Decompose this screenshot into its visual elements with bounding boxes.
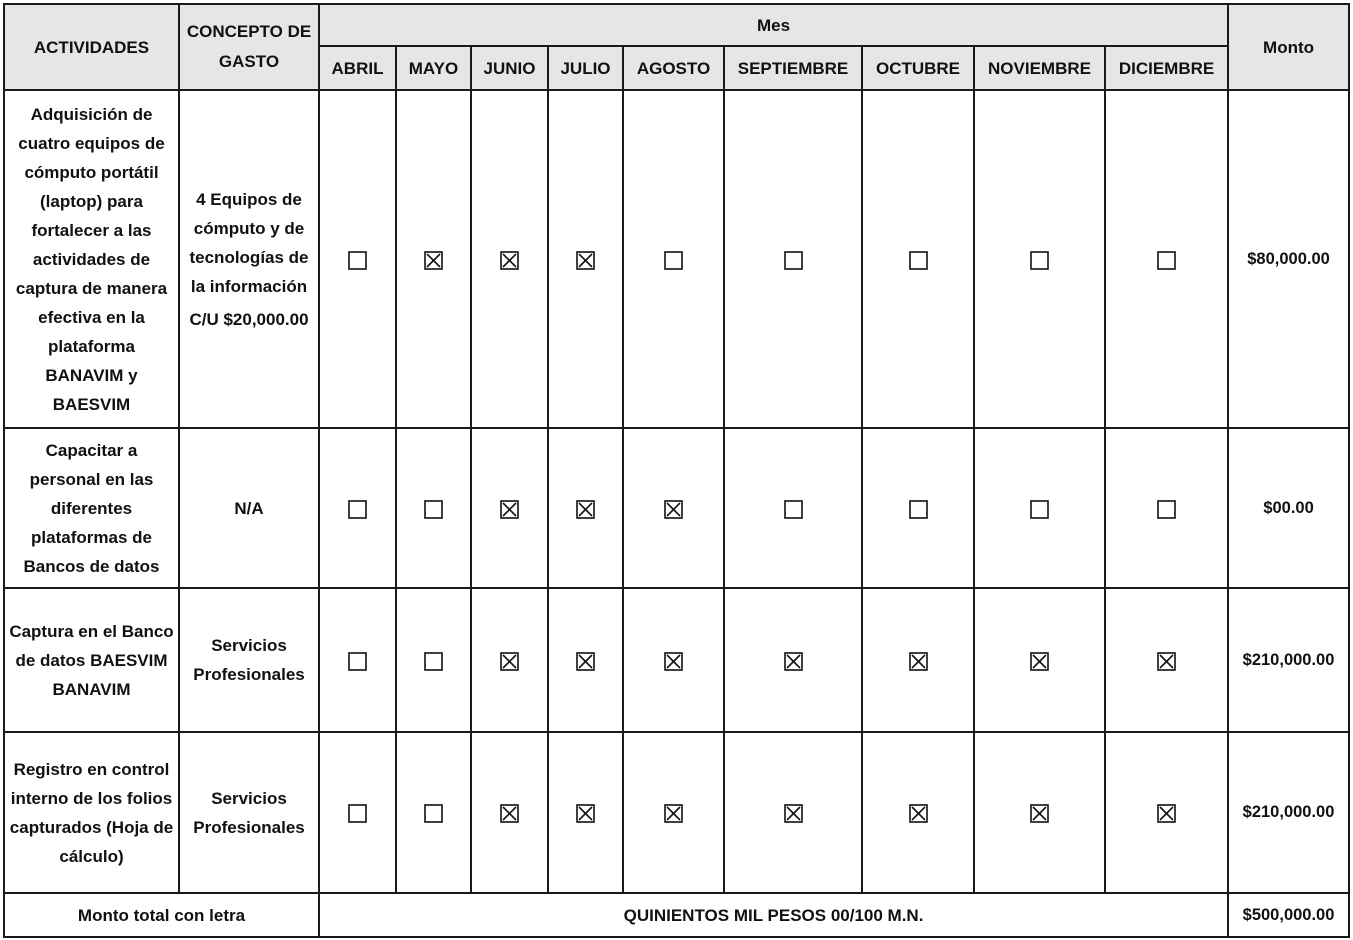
month-cell bbox=[862, 428, 974, 588]
month-cell bbox=[974, 90, 1105, 428]
month-cell bbox=[974, 428, 1105, 588]
month-header: DICIEMBRE bbox=[1105, 46, 1228, 90]
checked-box-icon bbox=[500, 652, 519, 671]
monto-cell: $00.00 bbox=[1228, 428, 1349, 588]
month-cell bbox=[396, 588, 471, 732]
month-header: NOVIEMBRE bbox=[974, 46, 1105, 90]
month-cell bbox=[548, 732, 623, 893]
checked-box-icon bbox=[784, 804, 803, 823]
month-cell bbox=[1105, 732, 1228, 893]
empty-box-icon bbox=[348, 500, 367, 519]
month-cell bbox=[862, 588, 974, 732]
footer-label: Monto total con letra bbox=[4, 893, 319, 937]
header-mes: Mes bbox=[319, 4, 1228, 46]
month-cell bbox=[1105, 90, 1228, 428]
checked-box-icon bbox=[576, 804, 595, 823]
concepto-cell bbox=[179, 90, 319, 428]
month-header: JUNIO bbox=[471, 46, 548, 90]
empty-box-icon bbox=[664, 251, 683, 270]
empty-box-icon bbox=[348, 804, 367, 823]
checked-box-icon bbox=[1157, 804, 1176, 823]
table-row bbox=[4, 732, 1349, 893]
checked-box-icon bbox=[664, 652, 683, 671]
checked-box-icon bbox=[664, 500, 683, 519]
month-cell bbox=[548, 588, 623, 732]
table-row bbox=[4, 588, 1349, 732]
month-cell bbox=[862, 732, 974, 893]
header-concepto: CONCEPTO DE GASTO bbox=[179, 4, 319, 90]
checked-box-icon bbox=[1030, 652, 1049, 671]
checked-box-icon bbox=[576, 500, 595, 519]
checked-box-icon bbox=[1157, 652, 1176, 671]
footer-total: $500,000.00 bbox=[1228, 893, 1349, 937]
empty-box-icon bbox=[424, 500, 443, 519]
month-cell bbox=[471, 90, 548, 428]
month-cell bbox=[974, 732, 1105, 893]
month-cell bbox=[471, 732, 548, 893]
checked-box-icon bbox=[784, 652, 803, 671]
checked-box-icon bbox=[500, 251, 519, 270]
month-cell bbox=[623, 732, 724, 893]
concepto-text: 4 Equipos de cómputo y de tecnologías de la información bbox=[189, 189, 309, 296]
concepto-cell: Servicios Profesionales bbox=[179, 588, 319, 732]
month-header: JULIO bbox=[548, 46, 623, 90]
checked-box-icon bbox=[576, 652, 595, 671]
monto-cell: $80,000.00 bbox=[1228, 90, 1349, 428]
actividad-cell: Registro en control interno de los folios capturados (Hoja de cálculo) bbox=[4, 732, 179, 893]
schedule-table bbox=[3, 3, 1350, 938]
empty-box-icon bbox=[909, 251, 928, 270]
month-cell bbox=[724, 588, 862, 732]
month-cell bbox=[319, 428, 396, 588]
header-actividades: ACTIVIDADES bbox=[4, 4, 179, 90]
month-cell bbox=[396, 90, 471, 428]
month-cell bbox=[396, 428, 471, 588]
month-cell bbox=[724, 90, 862, 428]
month-cell bbox=[471, 428, 548, 588]
monto-cell: $210,000.00 bbox=[1228, 732, 1349, 893]
concepto-cell: N/A bbox=[179, 428, 319, 588]
month-cell bbox=[862, 90, 974, 428]
concepto-extra-text: C/U $20,000.00 bbox=[189, 309, 309, 329]
checked-box-icon bbox=[500, 500, 519, 519]
checked-box-icon bbox=[909, 804, 928, 823]
empty-box-icon bbox=[784, 251, 803, 270]
checked-box-icon bbox=[424, 251, 443, 270]
checked-box-icon bbox=[500, 804, 519, 823]
month-cell bbox=[471, 588, 548, 732]
month-cell bbox=[623, 90, 724, 428]
month-cell bbox=[623, 428, 724, 588]
empty-box-icon bbox=[348, 652, 367, 671]
month-header: AGOSTO bbox=[623, 46, 724, 90]
checked-box-icon bbox=[664, 804, 683, 823]
month-cell bbox=[319, 90, 396, 428]
empty-box-icon bbox=[424, 652, 443, 671]
month-cell bbox=[623, 588, 724, 732]
month-cell bbox=[548, 428, 623, 588]
month-header: OCTUBRE bbox=[862, 46, 974, 90]
checked-box-icon bbox=[1030, 804, 1049, 823]
empty-box-icon bbox=[1157, 251, 1176, 270]
month-cell bbox=[724, 732, 862, 893]
month-cell bbox=[396, 732, 471, 893]
actividad-cell: Captura en el Banco de datos BAESVIM BANAVIM bbox=[4, 588, 179, 732]
actividad-cell: Adquisición de cuatro equipos de cómputo portátil (laptop) para fortalecer a las actividades de captura de manera efectiva en la plataforma BANAVIM y BAESVIM bbox=[4, 90, 179, 428]
empty-box-icon bbox=[1030, 251, 1049, 270]
empty-box-icon bbox=[909, 500, 928, 519]
month-header: ABRIL bbox=[319, 46, 396, 90]
concepto-cell: Servicios Profesionales bbox=[179, 732, 319, 893]
empty-box-icon bbox=[424, 804, 443, 823]
empty-box-icon bbox=[784, 500, 803, 519]
actividad-cell: Capacitar a personal en las diferentes plataformas de Bancos de datos bbox=[4, 428, 179, 588]
month-cell bbox=[319, 588, 396, 732]
footer-row bbox=[4, 893, 1349, 937]
empty-box-icon bbox=[1030, 500, 1049, 519]
empty-box-icon bbox=[1157, 500, 1176, 519]
table-row bbox=[4, 90, 1349, 428]
month-cell bbox=[1105, 588, 1228, 732]
month-cell bbox=[974, 588, 1105, 732]
monto-cell: $210,000.00 bbox=[1228, 588, 1349, 732]
checked-box-icon bbox=[576, 251, 595, 270]
footer-letra: QUINIENTOS MIL PESOS 00/100 M.N. bbox=[319, 893, 1228, 937]
month-header: SEPTIEMBRE bbox=[724, 46, 862, 90]
month-cell bbox=[319, 732, 396, 893]
table-row bbox=[4, 428, 1349, 588]
empty-box-icon bbox=[348, 251, 367, 270]
month-cell bbox=[1105, 428, 1228, 588]
month-header: MAYO bbox=[396, 46, 471, 90]
checked-box-icon bbox=[909, 652, 928, 671]
month-cell bbox=[724, 428, 862, 588]
month-cell bbox=[548, 90, 623, 428]
header-monto: Monto bbox=[1228, 4, 1349, 90]
